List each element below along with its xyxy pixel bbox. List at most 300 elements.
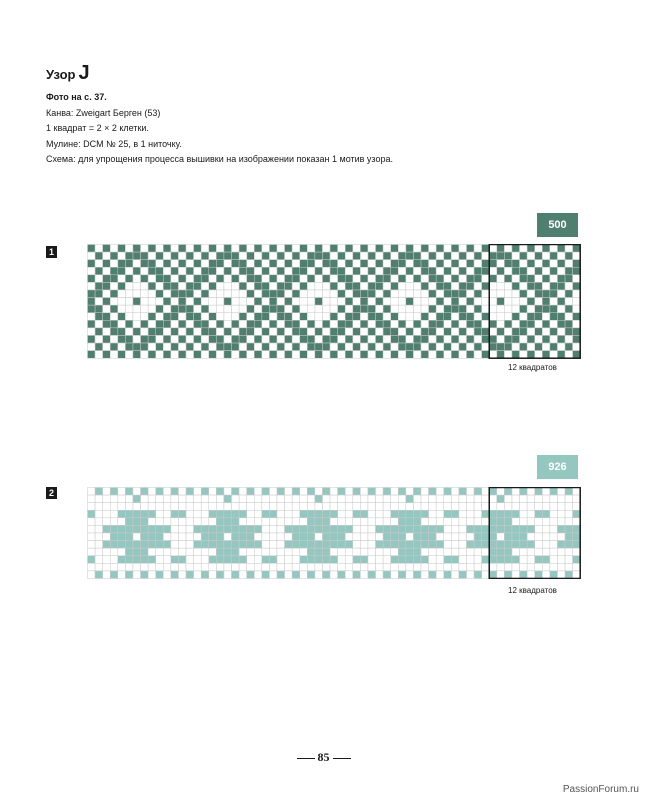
stitch-cell (125, 298, 133, 306)
stitch-cell (110, 335, 118, 343)
stitch-cell (467, 298, 475, 306)
stitch-cell (88, 525, 96, 533)
stitch-cell (353, 571, 361, 579)
stitch-cell (413, 335, 421, 343)
stitch-cell (338, 305, 346, 313)
stitch-cell (444, 556, 452, 564)
stitch-cell (269, 245, 277, 253)
stitch-cell (216, 571, 224, 579)
stitch-cell (285, 518, 293, 526)
stitch-cell (444, 351, 452, 359)
stitch-cell (125, 556, 133, 564)
stitch-cell (224, 351, 232, 359)
stitch-cell (565, 495, 573, 503)
stitch-cell (512, 488, 520, 496)
stitch-cell (322, 252, 330, 260)
stitch-cell (391, 563, 399, 571)
stitch-cell (118, 275, 126, 283)
stitch-cell (239, 298, 247, 306)
stitch-cell (285, 343, 293, 351)
stitch-cell (216, 245, 224, 253)
stitch-cell (520, 525, 528, 533)
stitch-cell (406, 556, 414, 564)
stitch-cell (467, 556, 475, 564)
stitch-cell (239, 252, 247, 260)
stitch-cell (429, 503, 437, 511)
stitch-cell (376, 320, 384, 328)
stitch-cell (118, 533, 126, 541)
stitch-grid-svg (87, 244, 581, 359)
stitch-cell (247, 298, 255, 306)
stitch-cell (95, 343, 103, 351)
stitch-cell (307, 290, 315, 298)
stitch-cell (148, 533, 156, 541)
stitch-cell (444, 541, 452, 549)
stitch-cell (421, 298, 429, 306)
stitch-cell (565, 518, 573, 526)
stitch-cell (542, 518, 550, 526)
stitch-cell (413, 313, 421, 321)
stitch-cell (277, 571, 285, 579)
stitch-cell (383, 563, 391, 571)
stitch-cell (88, 533, 96, 541)
stitch-cell (110, 275, 118, 283)
stitch-cell (504, 488, 512, 496)
stitch-cell (201, 533, 209, 541)
stitch-cell (406, 495, 414, 503)
stitch-cell (436, 305, 444, 313)
stitch-cell (133, 335, 141, 343)
stitch-cell (353, 510, 361, 518)
stitch-cell (322, 282, 330, 290)
stitch-cell (307, 313, 315, 321)
stitch-cell (330, 298, 338, 306)
stitch-cell (307, 510, 315, 518)
stitch-cell (209, 252, 217, 260)
stitch-cell (444, 290, 452, 298)
stitch-cell (148, 556, 156, 564)
stitch-cell (285, 320, 293, 328)
stitch-cell (232, 556, 240, 564)
stitch-cell (322, 275, 330, 283)
stitch-cell (277, 328, 285, 336)
stitch-cell (224, 252, 232, 260)
stitch-cell (512, 282, 520, 290)
stitch-cell (277, 510, 285, 518)
stitch-cell (232, 503, 240, 511)
stitch-cell (406, 518, 414, 526)
stitch-cell (353, 305, 361, 313)
stitch-cell (254, 343, 262, 351)
stitch-cell (459, 275, 467, 283)
stitch-cell (482, 533, 490, 541)
stitch-cell (398, 556, 406, 564)
stitch-cell (406, 320, 414, 328)
stitch-cell (512, 290, 520, 298)
stitch-cell (565, 563, 573, 571)
stitch-cell (95, 313, 103, 321)
stitch-cell (459, 351, 467, 359)
stitch-cell (95, 495, 103, 503)
stitch-cell (118, 503, 126, 511)
stitch-cell (247, 503, 255, 511)
stitch-cell (353, 518, 361, 526)
stitch-cell (504, 541, 512, 549)
stitch-cell (118, 571, 126, 579)
stitch-cell (504, 290, 512, 298)
stitch-cell (467, 518, 475, 526)
stitch-cell (489, 518, 497, 526)
stitch-cell (550, 525, 558, 533)
stitch-cell (338, 495, 346, 503)
stitch-cell (542, 541, 550, 549)
stitch-cell (232, 518, 240, 526)
stitch-cell (353, 351, 361, 359)
stitch-cell (398, 503, 406, 511)
stitch-cell (186, 245, 194, 253)
stitch-cell (467, 267, 475, 275)
stitch-cell (451, 275, 459, 283)
stitch-cell (512, 335, 520, 343)
stitch-cell (398, 290, 406, 298)
stitch-cell (497, 313, 505, 321)
stitch-cell (148, 328, 156, 336)
stitch-cell (421, 267, 429, 275)
stitch-cell (194, 245, 202, 253)
stitch-cell (232, 495, 240, 503)
stitch-cell (194, 328, 202, 336)
stitch-cell (360, 252, 368, 260)
stitch-cell (368, 541, 376, 549)
stitch-cell (368, 495, 376, 503)
stitch-cell (345, 343, 353, 351)
stitch-cell (171, 343, 179, 351)
stitch-cell (125, 252, 133, 260)
stitch-cell (95, 252, 103, 260)
stitch-cell (232, 571, 240, 579)
stitch-cell (474, 510, 482, 518)
stitch-cell (125, 548, 133, 556)
stitch-cell (224, 275, 232, 283)
stitch-cell (398, 563, 406, 571)
stitch-cell (277, 290, 285, 298)
stitch-cell (467, 252, 475, 260)
stitch-cell (368, 563, 376, 571)
stitch-cell (300, 488, 308, 496)
stitch-cell (482, 548, 490, 556)
stitch-cell (451, 267, 459, 275)
stitch-cell (527, 260, 535, 268)
stitch-cell (550, 495, 558, 503)
stitch-cell (338, 282, 346, 290)
stitch-cell (451, 548, 459, 556)
stitch-cell (573, 548, 581, 556)
stitch-cell (315, 556, 323, 564)
stitch-cell (573, 298, 581, 306)
stitch-cell (565, 541, 573, 549)
stitch-cell (520, 320, 528, 328)
stitch-cell (292, 518, 300, 526)
stitch-cell (269, 510, 277, 518)
stitch-cell (527, 541, 535, 549)
stitch-cell (557, 525, 565, 533)
stitch-cell (330, 518, 338, 526)
stitch-cell (269, 495, 277, 503)
stitch-cell (133, 275, 141, 283)
stitch-cell (497, 556, 505, 564)
stitch-cell (474, 335, 482, 343)
stitch-cell (368, 260, 376, 268)
stitch-cell (141, 335, 149, 343)
stitch-cell (148, 525, 156, 533)
stitch-cell (186, 313, 194, 321)
stitch-cell (133, 510, 141, 518)
stitch-cell (133, 298, 141, 306)
stitch-cell (88, 305, 96, 313)
stitch-cell (209, 313, 217, 321)
stitch-cell (103, 305, 111, 313)
stitch-cell (429, 571, 437, 579)
stitch-cell (345, 328, 353, 336)
stitch-cell (520, 245, 528, 253)
stitch-cell (232, 282, 240, 290)
stitch-cell (201, 548, 209, 556)
stitch-cell (383, 510, 391, 518)
stitch-cell (262, 571, 270, 579)
stitch-cell (565, 260, 573, 268)
stitch-cell (527, 245, 535, 253)
stitch-cell (209, 510, 217, 518)
stitch-cell (512, 548, 520, 556)
stitch-cell (383, 267, 391, 275)
stitch-cell (186, 305, 194, 313)
stitch-cell (103, 548, 111, 556)
stitch-cell (186, 510, 194, 518)
stitch-cell (451, 571, 459, 579)
stitch-cell (285, 525, 293, 533)
stitch-cell (444, 267, 452, 275)
stitch-cell (429, 267, 437, 275)
stitch-cell (391, 313, 399, 321)
stitch-cell (141, 541, 149, 549)
stitch-cell (156, 503, 164, 511)
stitch-cell (118, 488, 126, 496)
stitch-cell (171, 320, 179, 328)
stitch-cell (512, 320, 520, 328)
stitch-cell (239, 563, 247, 571)
stitch-cell (482, 245, 490, 253)
stitch-cell (201, 503, 209, 511)
stitch-cell (413, 305, 421, 313)
stitch-cell (247, 351, 255, 359)
stitch-cell (383, 305, 391, 313)
stitch-cell (269, 533, 277, 541)
stitch-cell (171, 298, 179, 306)
chart-number-1: 1 (46, 246, 57, 258)
stitch-cell (467, 245, 475, 253)
stitch-cell (535, 328, 543, 336)
stitch-cell (201, 275, 209, 283)
stitch-cell (360, 548, 368, 556)
stitch-cell (133, 305, 141, 313)
stitch-cell (550, 518, 558, 526)
stitch-cell (125, 343, 133, 351)
stitch-cell (178, 313, 186, 321)
stitch-cell (565, 298, 573, 306)
stitch-cell (512, 518, 520, 526)
stitch-cell (474, 571, 482, 579)
stitch-cell (444, 525, 452, 533)
stitch-cell (269, 518, 277, 526)
stitch-cell (550, 563, 558, 571)
stitch-cell (406, 533, 414, 541)
stitch-cell (376, 488, 384, 496)
stitch-cell (156, 343, 164, 351)
color-code-badge-1: 500 (537, 213, 578, 237)
stitch-cell (497, 541, 505, 549)
stitch-cell (467, 351, 475, 359)
stitch-cell (133, 343, 141, 351)
stitch-cell (262, 548, 270, 556)
stitch-cell (345, 525, 353, 533)
stitch-cell (232, 328, 240, 336)
stitch-cell (216, 335, 224, 343)
stitch-cell (285, 275, 293, 283)
stitch-cell (141, 510, 149, 518)
stitch-cell (565, 548, 573, 556)
stitch-cell (429, 525, 437, 533)
stitch-cell (254, 282, 262, 290)
stitch-cell (239, 503, 247, 511)
stitch-cell (413, 563, 421, 571)
stitch-cell (436, 290, 444, 298)
stitch-cell (398, 305, 406, 313)
stitch-cell (262, 541, 270, 549)
stitch-cell (254, 305, 262, 313)
stitch-cell (239, 305, 247, 313)
stitch-cell (171, 518, 179, 526)
stitch-cell (110, 495, 118, 503)
stitch-cell (262, 305, 270, 313)
stitch-cell (451, 320, 459, 328)
stitch-cell (353, 313, 361, 321)
stitch-cell (482, 518, 490, 526)
stitch-cell (141, 267, 149, 275)
stitch-cell (292, 252, 300, 260)
stitch-cell (125, 305, 133, 313)
stitch-cell (383, 328, 391, 336)
stitch-cell (277, 541, 285, 549)
stitch-cell (209, 267, 217, 275)
stitch-cell (391, 275, 399, 283)
stitch-cell (557, 298, 565, 306)
stitch-cell (338, 563, 346, 571)
stitch-cell (383, 548, 391, 556)
stitch-cell (451, 518, 459, 526)
stitch-cell (133, 571, 141, 579)
stitch-cell (118, 282, 126, 290)
stitch-cell (550, 541, 558, 549)
stitch-cell (156, 488, 164, 496)
stitch-cell (224, 548, 232, 556)
stitch-cell (247, 245, 255, 253)
stitch-cell (383, 245, 391, 253)
stitch-cell (110, 556, 118, 564)
stitch-cell (557, 518, 565, 526)
stitch-cell (262, 260, 270, 268)
stitch-cell (459, 328, 467, 336)
stitch-cell (451, 563, 459, 571)
stitch-cell (451, 343, 459, 351)
stitch-cell (474, 298, 482, 306)
stitch-cell (436, 313, 444, 321)
stitch-cell (527, 488, 535, 496)
stitch-cell (224, 320, 232, 328)
stitch-cell (141, 503, 149, 511)
stitch-cell (88, 298, 96, 306)
stitch-cell (239, 320, 247, 328)
stitch-cell (292, 351, 300, 359)
stitch-cell (148, 320, 156, 328)
stitch-cell (436, 548, 444, 556)
stitch-cell (171, 282, 179, 290)
stitch-cell (300, 525, 308, 533)
stitch-cell (133, 495, 141, 503)
stitch-cell (194, 503, 202, 511)
stitch-cell (542, 548, 550, 556)
stitch-cell (360, 275, 368, 283)
stitch-cell (178, 351, 186, 359)
stitch-cell (254, 510, 262, 518)
stitch-cell (307, 351, 315, 359)
stitch-cell (277, 313, 285, 321)
stitch-cell (163, 541, 171, 549)
stitch-cell (497, 548, 505, 556)
stitch-cell (216, 556, 224, 564)
stitch-cell (285, 556, 293, 564)
stitch-cell (224, 495, 232, 503)
stitch-cell (376, 518, 384, 526)
stitch-cell (451, 556, 459, 564)
stitch-cell (535, 290, 543, 298)
stitch-cell (497, 305, 505, 313)
stitch-cell (482, 488, 490, 496)
stitch-cell (118, 518, 126, 526)
stitch-cell (178, 518, 186, 526)
stitch-cell (376, 351, 384, 359)
stitch-cell (285, 548, 293, 556)
stitch-cell (520, 351, 528, 359)
stitch-cell (444, 488, 452, 496)
stitch-cell (103, 313, 111, 321)
stitch-cell (360, 541, 368, 549)
stitch-cell (550, 335, 558, 343)
stitch-cell (474, 275, 482, 283)
stitch-cell (353, 335, 361, 343)
stitch-cell (360, 351, 368, 359)
stitch-cell (360, 267, 368, 275)
stitch-cell (88, 351, 96, 359)
stitch-cell (103, 488, 111, 496)
stitch-cell (512, 510, 520, 518)
stitch-cell (421, 313, 429, 321)
stitch-cell (216, 313, 224, 321)
stitch-cell (262, 556, 270, 564)
stitch-cell (504, 267, 512, 275)
stitch-cell (247, 556, 255, 564)
stitch-cell (292, 313, 300, 321)
stitch-cell (504, 343, 512, 351)
